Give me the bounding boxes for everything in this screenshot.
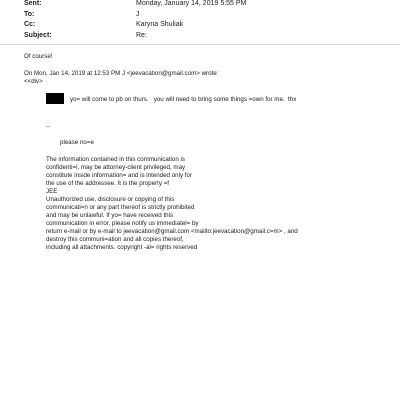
disclaimer-line: return e-mail or by e-mail to jeevacation@gmail.com <mailto:jeevacation@gmail.c=m> , and xyxy=(46,228,298,235)
cc-row xyxy=(24,21,394,32)
to-row xyxy=(24,11,394,22)
subject-row xyxy=(24,32,394,43)
sent-label: Sent: xyxy=(24,0,42,7)
disclaimer-line: confidenti=l, may be attorney-client privileged, may xyxy=(46,164,186,171)
div-tag: <<div> xyxy=(24,78,43,85)
disclaimer-line: and may be unlawful. If yo= have received this xyxy=(46,212,174,219)
signoff: please no=e xyxy=(60,139,94,146)
to-value: J xyxy=(136,10,140,18)
redaction-box xyxy=(46,93,64,104)
reply-text: Of course! xyxy=(24,53,53,60)
subject-label: Subject: xyxy=(24,31,52,39)
subject-value: Re: xyxy=(136,31,147,39)
email-header xyxy=(24,0,394,42)
cc-value: Karyna Shuliak xyxy=(136,21,184,28)
sent-value: Monday, January 14, 2019 5:55 PM xyxy=(136,0,247,7)
disclaimer-line: JEE xyxy=(46,188,58,195)
disclaimer-line: including all attachments. copyright -al= rights reserved xyxy=(46,244,198,251)
to-label: To: xyxy=(24,10,35,18)
disclaimer-line: the use of the addressee. It is the property =f xyxy=(46,180,169,187)
disclaimer-line: The information contained in this communication is xyxy=(46,156,185,163)
quote-intro: On Mon, Jan 14, 2019 at 12:53 PM J <jeevacation@gmail.com> wrote: xyxy=(24,70,219,77)
quoted-message: yo= will come to pb on thurs. you will need to bring some things =own for me. thx xyxy=(70,96,297,103)
cc-label: Cc: xyxy=(24,21,36,28)
disclaimer-line: constitute inside information= and is intended only for xyxy=(46,172,193,179)
disclaimer-line: Unauthorized use, disclosure or copying of this xyxy=(46,196,175,203)
sent-row xyxy=(24,0,394,11)
disclaimer-line: communication in error, please notify us immediatel= by xyxy=(46,220,199,227)
header-divider xyxy=(0,44,400,45)
ellipsis: -- xyxy=(46,123,51,130)
disclaimer-line: communicati=n or any part thereof is strictly prohibited xyxy=(46,204,195,211)
disclaimer-line: destroy this communi=ation and all copies thereof, xyxy=(46,236,184,243)
